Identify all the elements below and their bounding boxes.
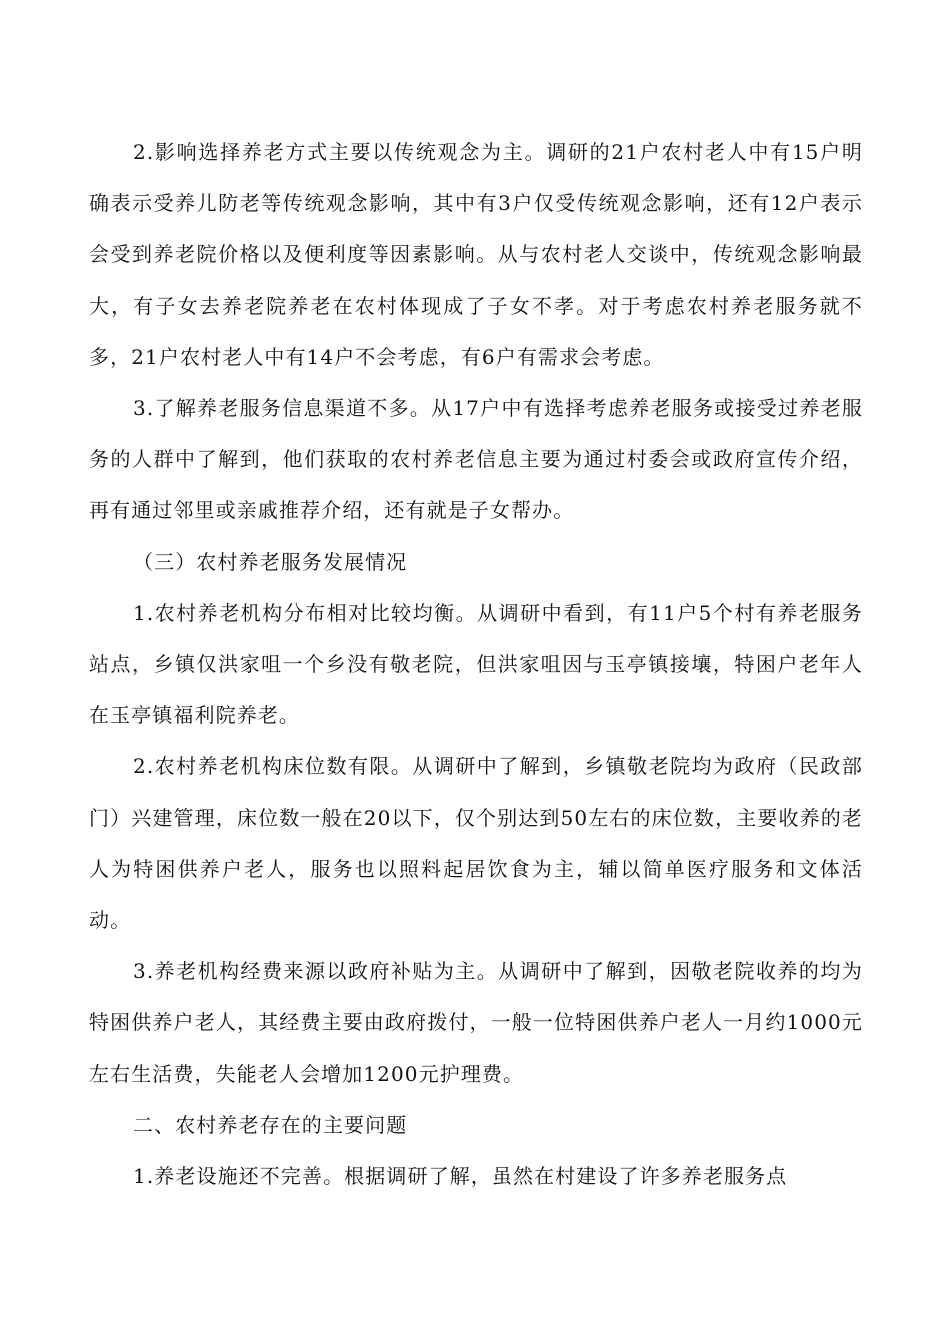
paragraph-institution-distribution: 1.农村养老机构分布相对比较均衡。从调研中看到，有11户5个村有养老服务站点，乡镇仅洪家咀一个乡没有敬老院，但洪家咀因与玉亭镇接壤，特困户老年人在玉亭镇福利院养老。: [89, 600, 863, 728]
section-heading-main-problems: 二、农村养老存在的主要问题: [133, 1112, 408, 1137]
document-body: [89, 127, 863, 1202]
paragraph-funding-source: 3.养老机构经费来源以政府补贴为主。从调研中了解到，因敬老院收养的均为特困供养户老人，其经费主要由政府拨付，一般一位特困供养户老人一月约1000元左右生活费，失能老人会增加1200元护理费。: [89, 959, 863, 1086]
paragraph-traditional-concept: 2.影响选择养老方式主要以传统观念为主。调研的21户农村老人中有15户明确表示受养儿防老等传统观念影响，其中有3户仅受传统观念影响，还有12户表示会受到养老院价格以及便利度等因素影响。从与农村老人交谈中，传统观念影响最大，有子女去养老院养老在农村体现成了子女不孝。对于考虑农村养老服务就不多，21户农村老人中有14户不会考虑，有6户有需求会考虑。: [89, 140, 863, 369]
paragraph-bed-capacity: 2.农村养老机构床位数有限。从调研中了解到，乡镇敬老院均为政府（民政部门）兴建管理，床位数一般在20以下，仅个别达到50左右的床位数，主要收养的老人为特困供养户老人，服务也以照料起居饮食为主，辅以简单医疗服务和文体活动。: [89, 754, 863, 933]
paragraph-information-channels: 3.了解养老服务信息渠道不多。从17户中有选择考虑养老服务或接受过养老服务的人群中了解到，他们获取的农村养老信息主要为通过村委会或政府宣传介绍，再有通过邻里或亲戚推荐介绍，还有就是子女帮办。: [89, 396, 863, 523]
paragraph-facilities: 1.养老设施还不完善。根据调研了解，虽然在村建设了许多养老服务点: [133, 1164, 788, 1189]
section-heading-development: （三）农村养老服务发展情况: [133, 549, 408, 574]
